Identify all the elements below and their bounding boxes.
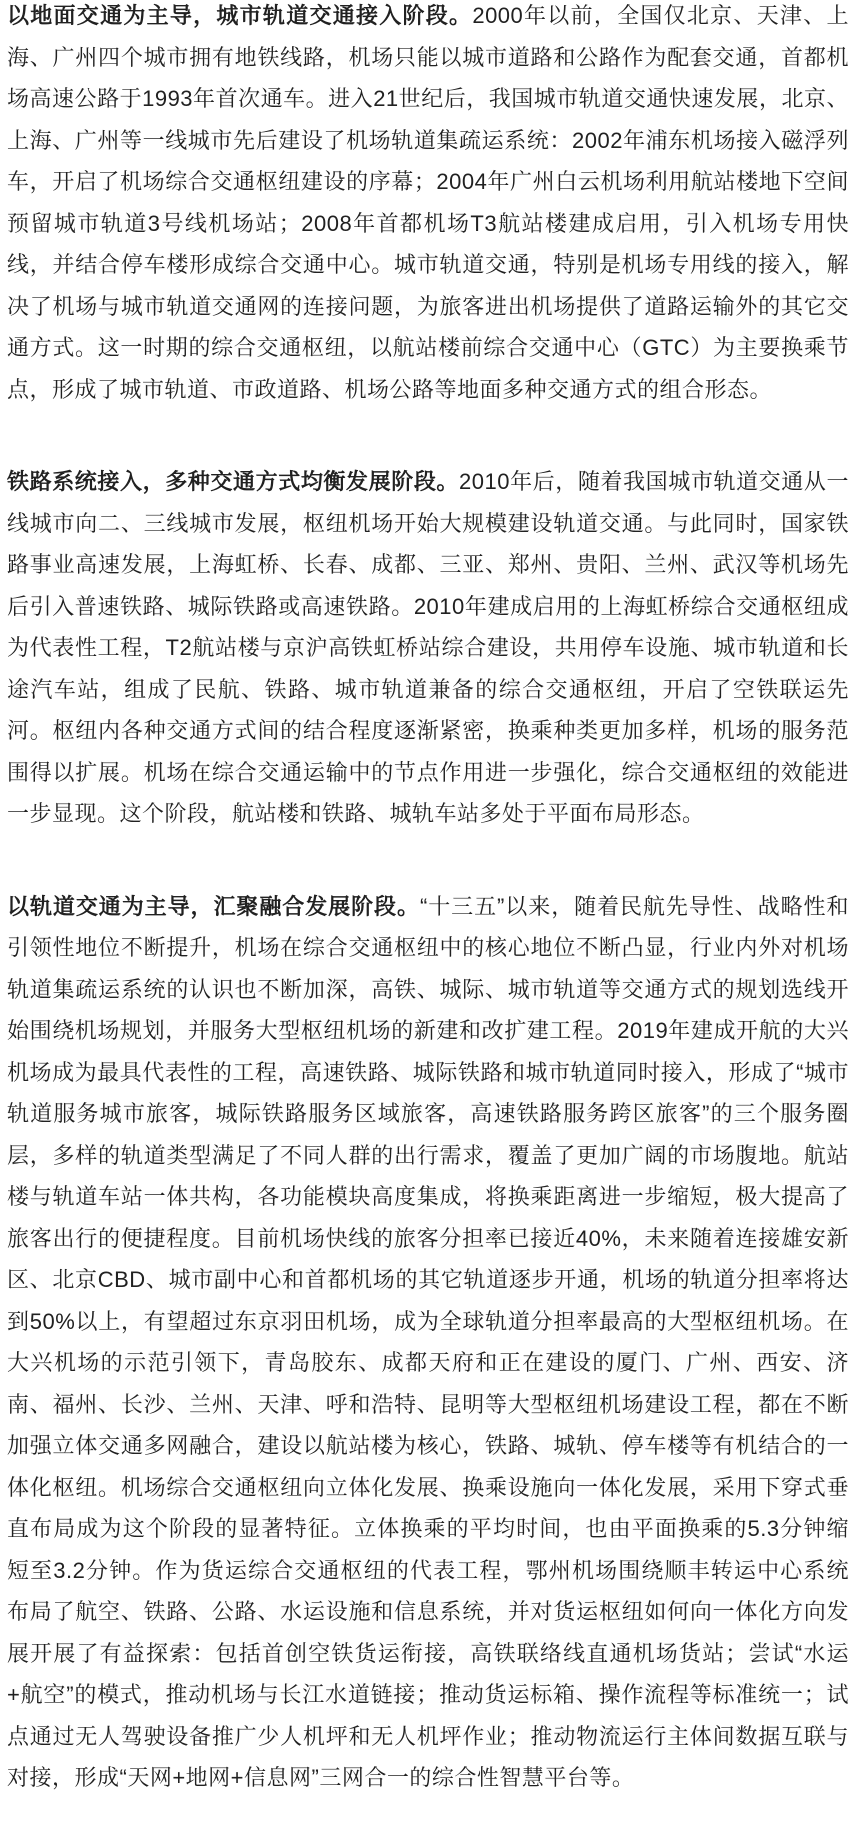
- paragraph-2-body: 2010年后，随着我国城市轨道交通从一线城市向二、三线城市发展，枢纽机场开始大规模建设轨道交通。与此同时，国家铁路事业高速发展，上海虹桥、长春、成都、三亚、郑州、贵阳、兰州、武汉等机场先后引入普速铁路、城际铁路或高速铁路。2010年建成启用的上海虹桥综合交通枢纽成为代表性工程，T2航站楼与京沪高铁虹桥站综合建设，共用停车设施、城市轨道和长途汽车站，组成了民航、铁路、城市轨道兼备的综合交通枢纽，开启了空铁联运先河。枢纽内各种交通方式间的结合程度逐渐紧密，换乘种类更加多样，机场的服务范围得以扩展。机场在综合交通运输中的节点作用进一步强化，综合交通枢纽的效能进一步显现。这个阶段，航站楼和铁路、城轨车站多处于平面布局形态。: [7, 469, 849, 826]
- paragraph-railway-access-stage: [7, 461, 849, 835]
- paragraph-1-body: 2000年以前，全国仅北京、天津、上海、广州四个城市拥有地铁线路，机场只能以城市道路和公路作为配套交通，首都机场高速公路于1993年首次通车。进入21世纪后，我国城市轨道交通快速发展，北京、上海、广州等一线城市先后建设了机场轨道集疏运系统：2002年浦东机场接入磁浮列车，开启了机场综合交通枢纽建设的序幕；2004年广州白云机场利用航站楼地下空间预留城市轨道3号线机场站；2008年首都机场T3航站楼建成启用，引入机场专用快线，并结合停车楼形成综合交通中心。城市轨道交通，特别是机场专用线的接入，解决了机场与城市轨道交通网的连接问题，为旅客进出机场提供了道路运输外的其它交通方式。这一时期的综合交通枢纽，以航站楼前综合交通中心（GTC）为主要换乘节点，形成了城市轨道、市政道路、机场公路等地面多种交通方式的组合形态。: [7, 3, 849, 402]
- paragraph-3-body: “十三五”以来，随着民航先导性、战略性和引领性地位不断提升，机场在综合交通枢纽中的核心地位不断凸显，行业内外对机场轨道集疏运系统的认识也不断加深，高铁、城际、城市轨道等交通方式的规划选线开始围绕机场规划，并服务大型枢纽机场的新建和改扩建工程。2019年建成开航的大兴机场成为最具代表性的工程，高速铁路、城际铁路和城市轨道同时接入，形成了“城市轨道服务城市旅客，城际铁路服务区域旅客，高速铁路服务跨区旅客”的三个服务圈层，多样的轨道类型满足了不同人群的出行需求，覆盖了更加广阔的市场腹地。航站楼与轨道车站一体共构，各功能模块高度集成，将换乘距离进一步缩短，极大提高了旅客出行的便捷程度。目前机场快线的旅客分担率已接近40%，未来随着连接雄安新区、北京CBD、城市副中心和首都机场的其它轨道逐步开通，机场的轨道分担率将达到50%以上，有望超过东京羽田机场，成为全球轨道分担率最高的大型枢纽机场。在大兴机场的示范引领下，青岛胶东、成都天府和正在建设的厦门、广州、西安、济南、福州、长沙、兰州、天津、呼和浩特、昆明等大型枢纽机场建设工程，都在不断加强立体交通多网融合，建设以航站楼为核心，铁路、城轨、停车楼等有机结合的一体化枢纽。机场综合交通枢纽向立体化发展、换乘设施向一体化发展，采用下穿式垂直布局成为这个阶段的显著特征。立体换乘的平均时间，也由平面换乘的5.3分钟缩短至3.2分钟。作为货运综合交通枢纽的代表工程，鄂州机场围绕顺丰转运中心系统布局了航空、铁路、公路、水运设施和信息系统，并对货运枢纽如何向一体化方向发展开展了有益探索：包括首创空铁货运衔接，高铁联络线直通机场货站；尝试“水运+航空”的模式，推动机场与长江水道链接；推动货运标箱、操作流程等标准统一；试点通过无人驾驶设备推广少人机坪和无人机坪作业；推动物流运行主体间数据互联与对接，形成“天网+地网+信息网”三网合一的综合性智慧平台等。: [7, 893, 849, 1790]
- paragraph-3-heading: 以轨道交通为主导，汇聚融合发展阶段。: [7, 893, 420, 919]
- paragraph-ground-transport-stage: [7, 0, 849, 410]
- paragraph-rail-dominant-stage: [7, 886, 849, 1799]
- paragraph-1-heading: 以地面交通为主导，城市轨道交通接入阶段。: [7, 3, 473, 28]
- paragraph-2-heading: 铁路系统接入，多种交通方式均衡发展阶段。: [7, 469, 460, 494]
